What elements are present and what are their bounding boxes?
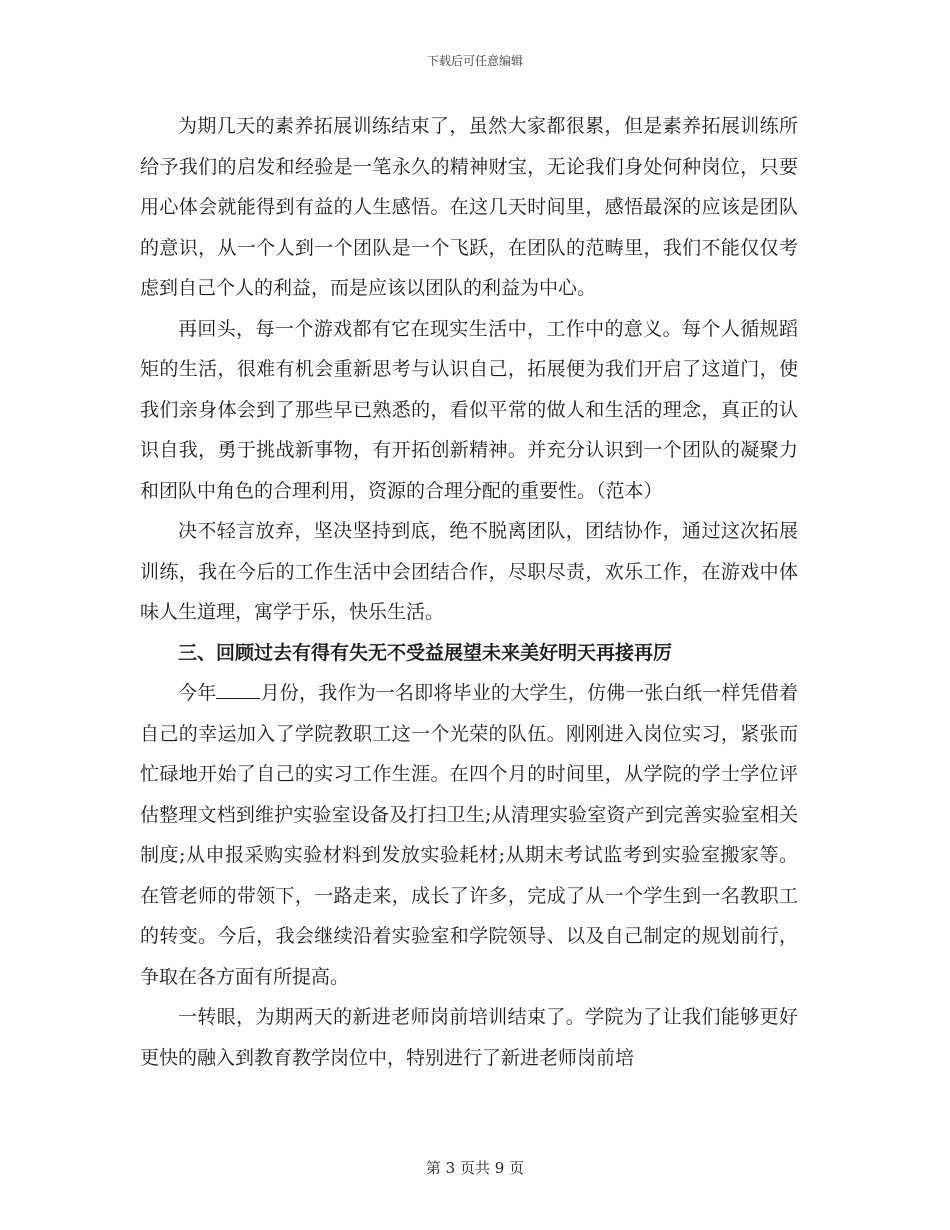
blank-underline	[216, 680, 260, 699]
paragraph-4-text: 月份，我作为一名即将毕业的大学生，仿佛一张白纸一样凭借着自己的幸运加入了学院教职工这一个光荣的队伍。刚刚进入岗位实习，紧张而忙碌地开始了自己的实习工作生涯。在四个月的时间里，从学院的学士学位评估整理文档到维护实验室设备及打扫卫生;从清理实验室资产到完善实验室相关制度;从申报采购实验材料到发放实验耗材;从期末考试监考到实验室搬家等。在管老师的带领下，一路走来，成长了许多，完成了从一个学生到一名教职工的转变。今后，我会继续沿着实验室和学院领导、以及自己制定的规划前行，争取在各方面有所提高。	[140, 682, 798, 988]
paragraph-5: 一转眼，为期两天的新进老师岗前培训结束了。学院为了让我们能够更好更快的融入到教育教学岗位中，特别进行了新进老师岗前培	[140, 1006, 798, 1069]
paragraph-2: 再回头，每一个游戏都有它在现实生活中，工作中的意义。每个人循规蹈矩的生活，很难有机会重新思考与认识自己，拓展便为我们开启了这道门，使我们亲身体会到了那些早已熟悉的，看似平常的做人和生活的理念，真正的认识自我，勇于挑战新事物，有开拓创新精神。并充分认识到一个团队的凝聚力和团队中角色的合理利用，资源的合理分配的重要性。（范本）	[140, 317, 798, 502]
paragraph-4	[140, 673, 798, 997]
paragraph-4-prefix: 今年	[178, 682, 217, 704]
page-footer: 第 3 页共 9 页	[425, 1159, 525, 1177]
document-body	[140, 106, 798, 1078]
page-header: 下载后可任意编辑	[426, 54, 523, 68]
paragraph-1: 为期几天的素养拓展训练结束了，虽然大家都很累，但是素养拓展训练所给予我们的启发和经验是一笔永久的精神财宝，无论我们身处何种岗位，只要用心体会就能得到有益的人生感悟。在这几天时间里，感悟最深的应该是团队的意识，从一个人到一个团队是一个飞跃，在团队的范畴里，我们不能仅仅考虑到自己个人的利益，而是应该以团队的利益为中心。	[140, 115, 798, 299]
paragraph-3: 决不轻言放弃，坚决坚持到底，绝不脱离团队，团结协作，通过这次拓展训练，我在今后的工作生活中会团结合作，尽职尽责，欢乐工作，在游戏中体味人生道理，寓学于乐，快乐生活。	[140, 520, 798, 623]
section-heading: 三、回顾过去有得有失无不受益展望未来美好明天再接再厉	[178, 641, 673, 664]
